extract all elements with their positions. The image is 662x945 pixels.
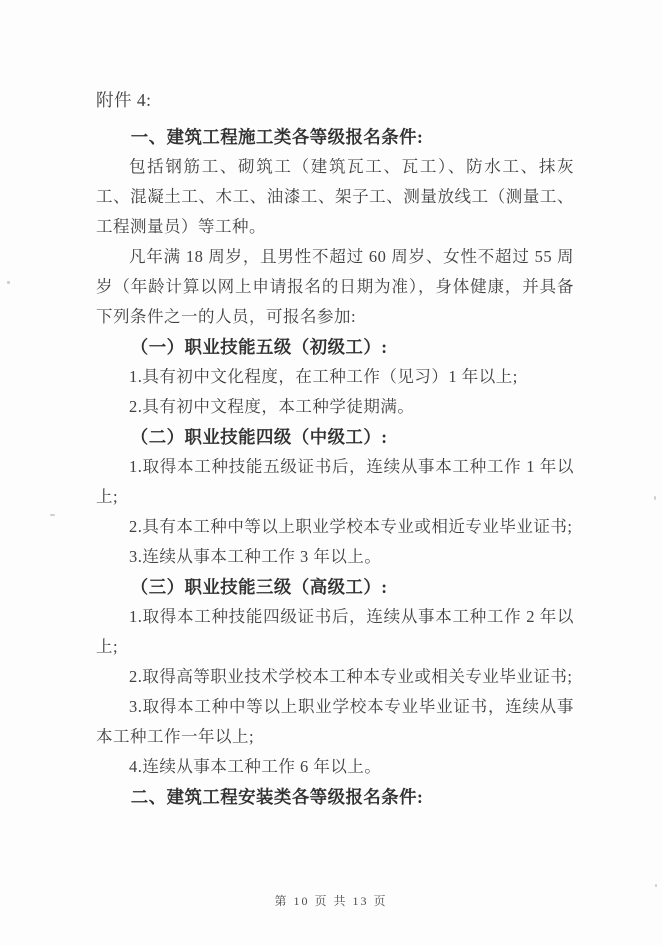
para-included-trades: 包括钢筋工、砌筑工（建筑瓦工、瓦工）、防水工、抹灰工、混凝土工、木工、油漆工、架子工、测量放线工（测量工、工程测量员）等工种。 — [96, 157, 574, 236]
page-number-footer: 第 10 页 共 13 页 — [274, 894, 388, 908]
scan-speck — [654, 496, 656, 500]
attachment-label: 附件 4: — [96, 90, 152, 110]
section-2-heading: 二、建筑工程安装类各等级报名条件: — [130, 787, 424, 807]
scan-speck — [655, 884, 657, 887]
level-4-item-1: 1.取得本工种技能五级证书后，连续从事本工种工作 1 年以上; — [96, 457, 574, 506]
level-5-item-2: 2.具有初中文程度，本工种学徒期满。 — [129, 397, 415, 416]
scan-speck — [50, 514, 55, 516]
level-3-heading: （三）职业技能三级（高级工）: — [130, 577, 388, 597]
document-body — [96, 85, 574, 812]
level-4-heading: （二）职业技能四级（中级工）: — [130, 427, 388, 447]
level-3-item-3: 3.取得本工种中等以上职业学校本专业毕业证书，连续从事本工种工作一年以上; — [96, 697, 574, 746]
para-age-requirements: 凡年满 18 周岁，且男性不超过 60 周岁、女性不超过 55 周岁（年龄计算以网上申请报名的日期为准），身体健康，并具备下列条件之一的人员，可报名参加: — [96, 247, 574, 326]
level-3-item-2: 2.取得高等职业技术学校本工种本专业或相关专业毕业证书; — [129, 667, 573, 686]
section-1-heading: 一、建筑工程施工类各等级报名条件: — [130, 127, 424, 147]
level-5-item-1: 1.具有初中文化程度，在工种工作（见习）1 年以上; — [129, 367, 518, 386]
level-3-item-4: 4.连续从事本工种工作 6 年以上。 — [129, 757, 382, 776]
level-4-item-3: 3.连续从事本工种工作 3 年以上。 — [129, 547, 382, 566]
level-3-item-1: 1.取得本工种技能四级证书后，连续从事本工种工作 2 年以上; — [96, 607, 574, 656]
scan-speck — [7, 281, 10, 284]
level-5-heading: （一）职业技能五级（初级工）: — [130, 337, 388, 357]
level-4-item-2: 2.具有本工种中等以上职业学校本专业或相近专业毕业证书; — [129, 517, 573, 536]
